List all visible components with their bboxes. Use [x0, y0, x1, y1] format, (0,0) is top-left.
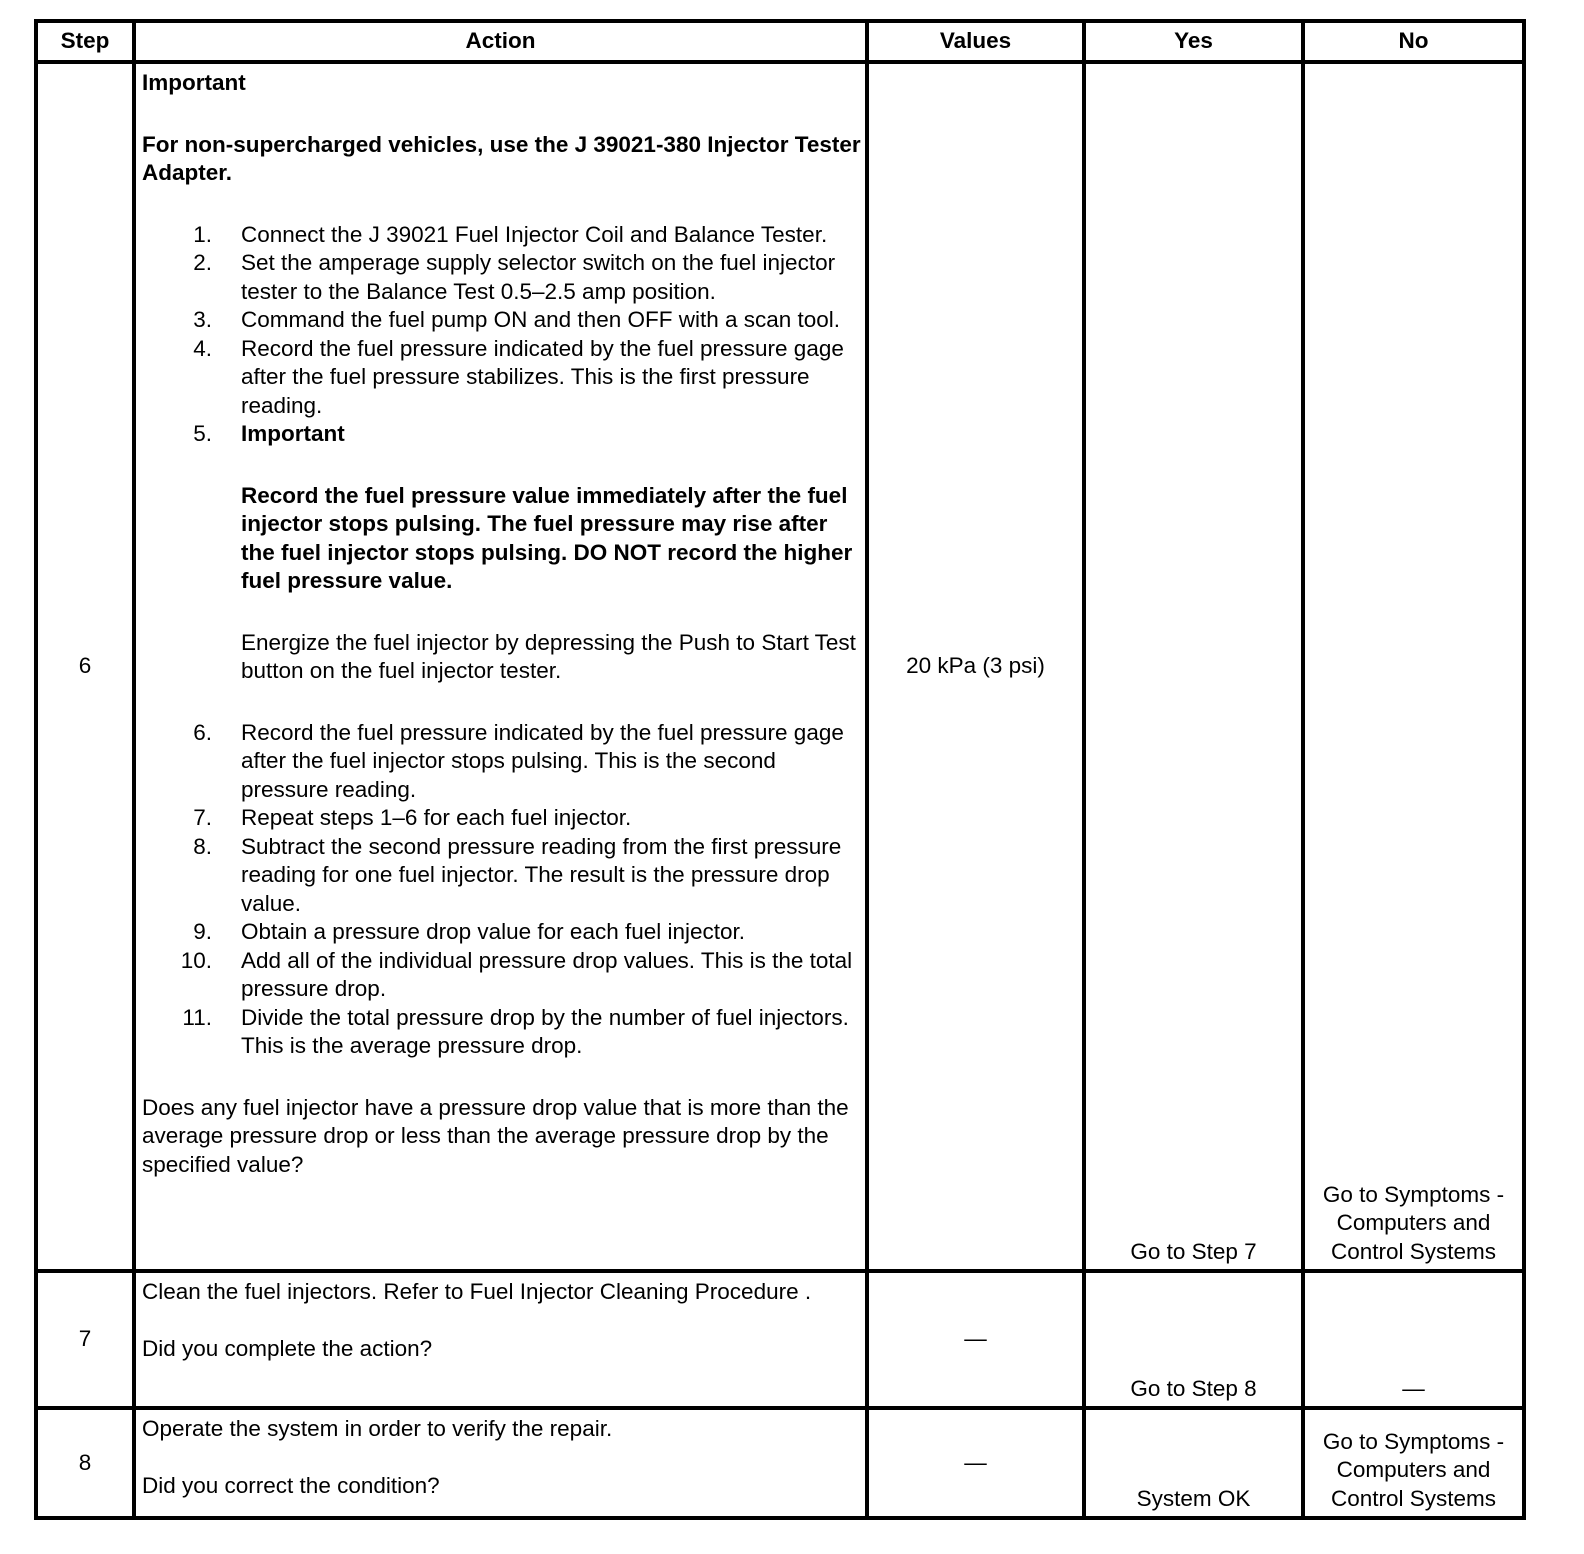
list-item-text: Connect the J 39021 Fuel Injector Coil and Balance Tester.: [241, 221, 828, 247]
no-cell: —: [1303, 1271, 1524, 1408]
list-item: [142, 833, 861, 919]
procedure-list-b: [142, 719, 861, 1061]
table-row-step-8: [36, 1408, 1524, 1518]
list-item-number: 9.: [193, 919, 212, 944]
list-item: [142, 249, 861, 306]
table-row-step-6: [36, 62, 1524, 1271]
list-item-text: Subtract the second pressure reading from the first pressure reading for one fuel injector. The result is the pressure drop value.: [241, 833, 842, 916]
yes-cell: System OK: [1084, 1408, 1303, 1518]
action-text: Clean the fuel injectors. Refer to Fuel Injector Cleaning Procedure .: [142, 1279, 812, 1304]
action-cell: [134, 1271, 867, 1408]
list-item-text: Command the fuel pump ON and then OFF with a scan tool.: [241, 307, 841, 332]
item5-text: Energize the fuel injector by depressing the Push to Start Test button on the fuel injector tester.: [241, 629, 856, 683]
procedure-list-a: [142, 221, 861, 449]
list-item: [142, 306, 861, 335]
list-item-number: 10.: [180, 947, 212, 973]
header-action: Action: [134, 21, 867, 62]
question-text: Did you complete the action?: [142, 1335, 433, 1361]
list-item-text: Record the fuel pressure indicated by the fuel pressure gage after the fuel pressure stabilizes. This is the first pressure reading.: [241, 335, 844, 418]
header-row: [36, 21, 1524, 62]
header-yes: Yes: [1084, 21, 1303, 62]
list-item: [142, 947, 861, 1004]
list-item-text: Important: [241, 421, 345, 446]
action-cell: [134, 62, 867, 1271]
action-cell: [134, 1408, 867, 1518]
list-item-number: 8.: [193, 833, 212, 859]
list-item-number: 5.: [193, 421, 212, 446]
header-no: No: [1303, 21, 1524, 62]
list-item-number: 1.: [193, 221, 212, 247]
list-item: [142, 221, 861, 250]
list-item: [142, 335, 861, 421]
question-text: Did you correct the condition?: [142, 1472, 440, 1498]
list-item: [142, 719, 861, 805]
list-item: [142, 1004, 861, 1061]
list-item-text: Add all of the individual pressure drop values. This is the total pressure drop.: [241, 947, 853, 1001]
step-number: 8: [36, 1408, 134, 1518]
list-item: [142, 420, 861, 449]
list-item-number: 6.: [193, 719, 212, 745]
action-text: Operate the system in order to verify the repair.: [142, 1416, 613, 1441]
table-row-step-7: [36, 1271, 1524, 1408]
list-item-text: Record the fuel pressure indicated by the fuel pressure gage after the fuel injector stops pulsing. This is the second pressure reading.: [241, 719, 844, 802]
no-cell: Go to Symptoms - Computers and Control Systems: [1303, 1408, 1524, 1518]
value-cell: —: [867, 1408, 1084, 1518]
item5-important-note: Record the fuel pressure value immediately after the fuel injector stops pulsing. The fuel pressure may rise after the fuel injector stops pulsing. DO NOT record the higher fuel pressure value.: [241, 482, 853, 593]
list-item-number: 2.: [193, 250, 212, 275]
value-cell: —: [867, 1271, 1084, 1408]
diagnostic-table: [34, 19, 1526, 1520]
question-text: Does any fuel injector have a pressure drop value that is more than the average pressure drop or less than the average pressure drop by the specified value?: [142, 1094, 849, 1177]
list-item-text: Divide the total pressure drop by the number of fuel injectors. This is the average pressure drop.: [241, 1004, 849, 1058]
step-number: 7: [36, 1271, 134, 1408]
step-number: 6: [36, 62, 134, 1271]
yes-cell: Go to Step 7: [1084, 62, 1303, 1271]
no-cell: Go to Symptoms - Computers and Control Systems: [1303, 62, 1524, 1271]
value-cell: 20 kPa (3 psi): [867, 62, 1084, 1271]
important-note: For non-supercharged vehicles, use the J 39021-380 Injector Tester Adapter.: [142, 131, 861, 185]
list-item-text: Repeat steps 1–6 for each fuel injector.: [241, 805, 632, 830]
list-item-number: 7.: [193, 805, 212, 830]
list-item-number: 3.: [193, 307, 212, 332]
list-item: [142, 804, 861, 833]
list-item-number: 4.: [193, 335, 212, 361]
list-item: [142, 918, 861, 947]
list-item-text: Set the amperage supply selector switch on the fuel injector tester to the Balance Test 0.5–2.5 amp position.: [241, 250, 836, 304]
important-label: Important: [142, 70, 246, 95]
header-step: Step: [36, 21, 134, 62]
header-values: Values: [867, 21, 1084, 62]
list-item-number: 11.: [182, 1004, 212, 1030]
yes-cell: Go to Step 8: [1084, 1271, 1303, 1408]
list-item-text: Obtain a pressure drop value for each fuel injector.: [241, 919, 746, 944]
